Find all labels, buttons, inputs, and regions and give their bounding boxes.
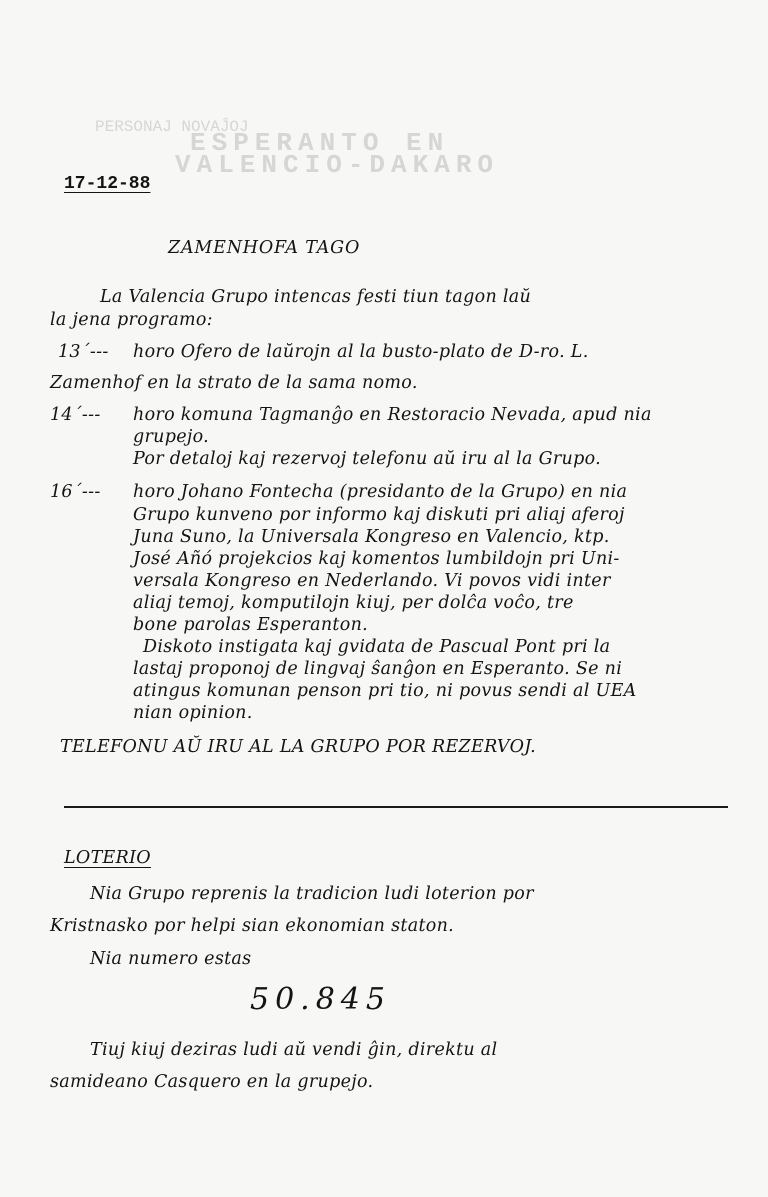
- date: 17-12-88: [64, 174, 151, 194]
- schedule-line: Zamenhof en la strato de la sama nomo.: [50, 373, 418, 393]
- lottery-text-line: Nia Grupo reprenis la tradicion ludi loterion por: [90, 884, 534, 904]
- lottery-number-label: Nia numero estas: [90, 949, 252, 969]
- lottery-closing-line: samideano Casquero en la grupejo.: [50, 1072, 374, 1092]
- schedule-line: Grupo kunveno por informo kaj diskuti pri aliaj aferoj: [133, 505, 625, 525]
- lottery-closing-line: Tiuj kiuj deziras ludi aŭ vendi ĝin, direktu al: [90, 1040, 498, 1060]
- schedule-line: Juna Suno, la Universala Kongreso en Valencio, ktp.: [133, 527, 610, 547]
- intro-line: La Valencia Grupo intencas festi tiun tagon laŭ: [100, 287, 532, 307]
- lottery-text-line: Kristnasko por helpi sian ekonomian staton.: [50, 916, 455, 936]
- schedule-line: aliaj temoj, komputilojn kiuj, per dolĉa voĉo, tre: [133, 593, 574, 613]
- schedule-line: José Añó projekcios kaj komentos lumbildojn pri Uni-: [133, 549, 620, 569]
- schedule-time: 13´---: [58, 342, 109, 362]
- schedule-line: Por detaloj kaj rezervoj telefonu aŭ iru al la Grupo.: [133, 449, 601, 469]
- ghost-text: PERSONAJ NOVAĴOJ: [95, 118, 249, 136]
- schedule-line: lastaj proponoj de lingvaj ŝanĝon en Esperanto. Se ni: [133, 659, 623, 679]
- schedule-time: 16´---: [50, 482, 101, 502]
- schedule-line: grupejo.: [133, 427, 210, 447]
- schedule-time: 14´---: [50, 405, 101, 425]
- schedule-line: horo Ofero de laŭrojn al la busto-plato de D-ro. L.: [133, 342, 589, 362]
- schedule-line: Diskoto instigata kaj gvidata de Pascual Pont pri la: [143, 637, 611, 657]
- call-to-action: TELEFONU AŬ IRU AL LA GRUPO POR REZERVOJ.: [60, 737, 537, 757]
- ghost-text: ESPERANTO EN: [190, 128, 450, 158]
- intro-line: la jena programo:: [50, 310, 213, 330]
- schedule-line: horo komuna Tagmanĝo en Restoracio Nevada, apud nia: [133, 405, 652, 425]
- schedule-line: nian opinion.: [133, 703, 253, 723]
- schedule-line: bone parolas Esperanton.: [133, 615, 369, 635]
- lottery-heading: LOTERIO: [64, 848, 151, 868]
- schedule-line: versala Kongreso en Nederlando. Vi povos vidi inter: [133, 571, 611, 591]
- ghost-text: VALENCIO-DAKARO: [175, 150, 500, 180]
- page-title: ZAMENHOFA TAGO: [168, 238, 361, 258]
- schedule-line: horo Johano Fontecha (presidanto de la Grupo) en nia: [133, 482, 628, 502]
- schedule-line: atingus komunan penson pri tio, ni povus sendi al UEA: [133, 681, 637, 701]
- lottery-number: 50.845: [250, 982, 391, 1017]
- divider: [64, 806, 728, 808]
